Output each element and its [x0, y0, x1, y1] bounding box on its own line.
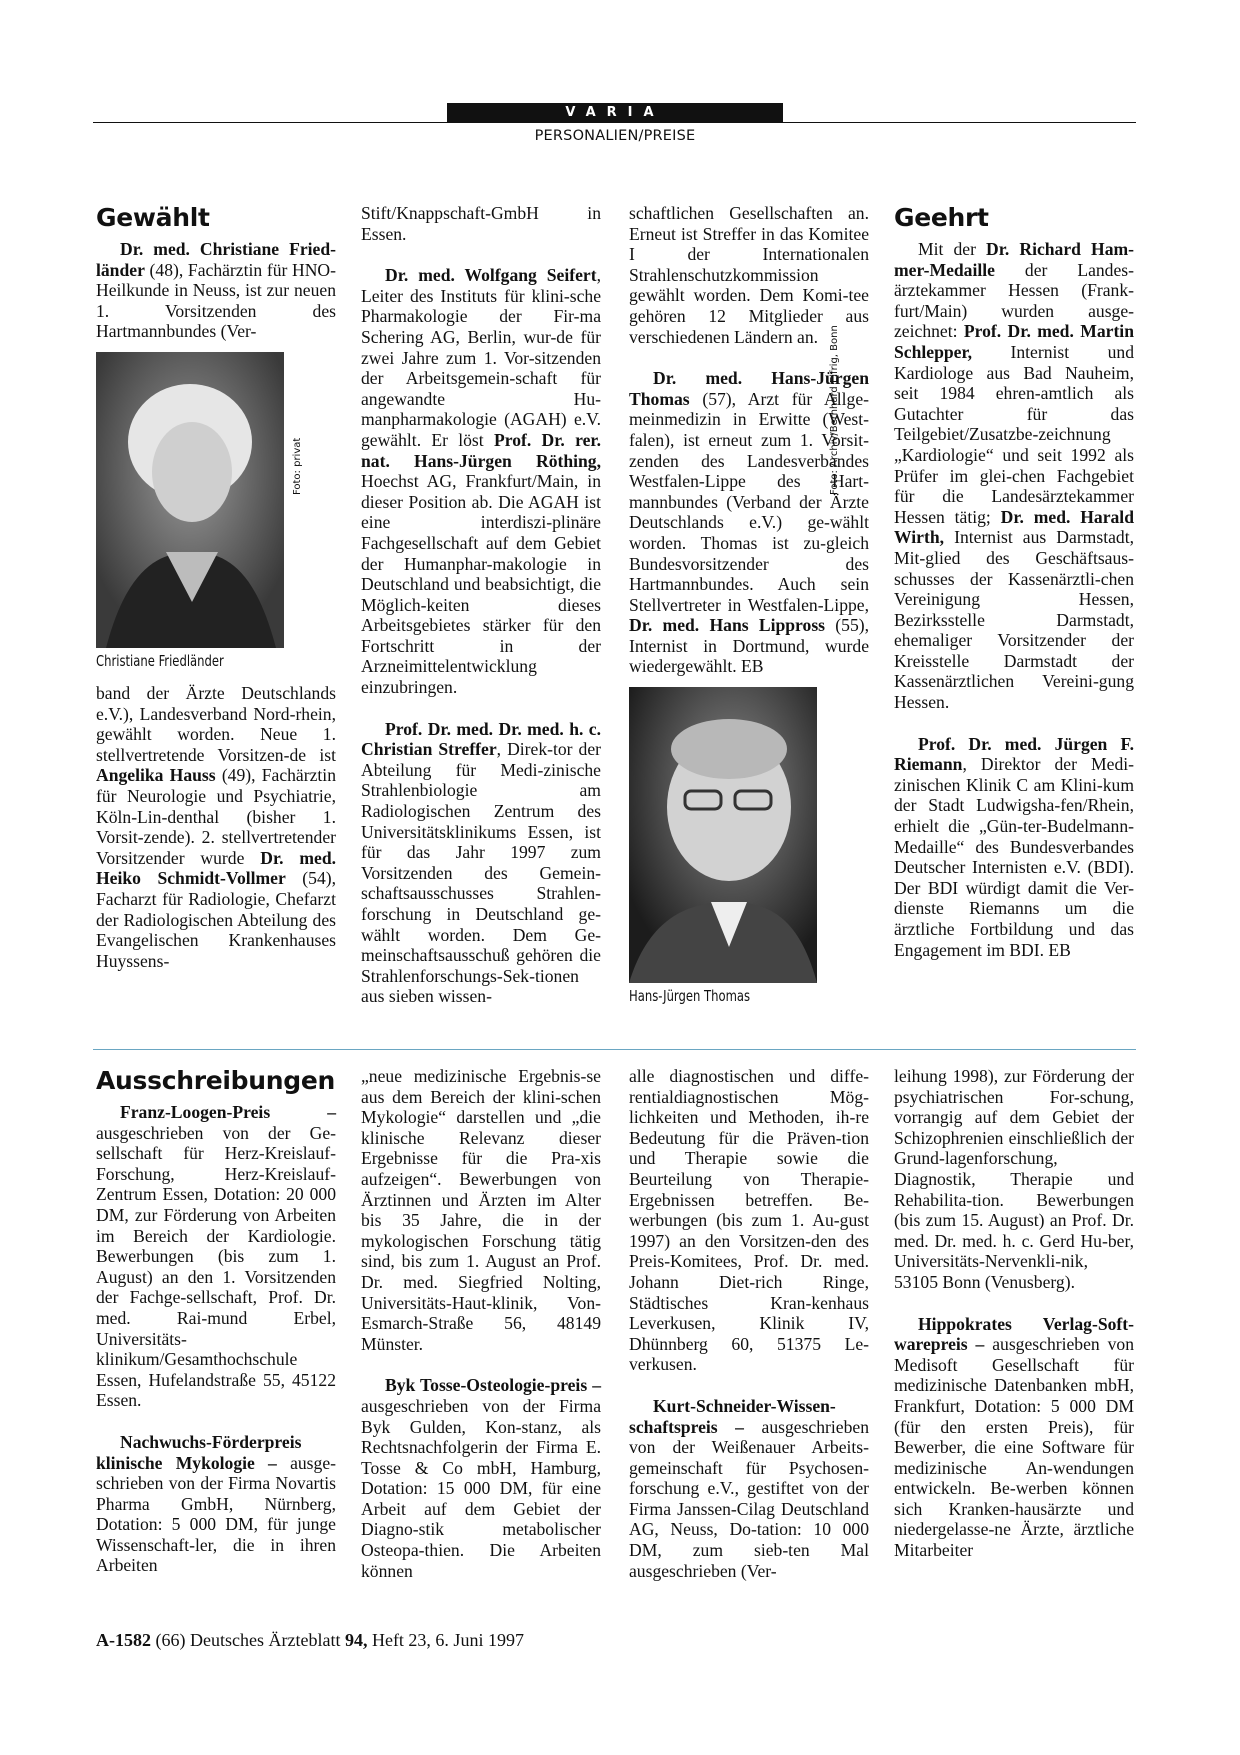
- bold-name: Prof. Dr. med. Jürgen F. Riemann: [894, 733, 1134, 775]
- page-footer: [96, 1630, 524, 1651]
- portrait-photo-friedlaender: [96, 352, 284, 648]
- paragraph: Byk Tosse-Osteologie-preis – ausgeschrieben von der Firma Byk Gulden, Kon-stanz, als Rechtsnachfolgerin der Firma E. Tosse & Co mbH, Hamburg, Dotation: 15 000 DM, für eine Arbeit auf dem Gebiet der Diagno-stik metabolischer Osteopa-thien. Die Arbeiten können: [361, 1375, 601, 1581]
- paragraph: Hippokrates Verlag-Soft-warepreis – ausgeschrieben von Medisoft Gesellschaft für medizinische Datenbanken mbH, Frankfurt, Dotation: 5 000 DM (für den ersten Preis), für Bewerber, die eine Software für medizinische An-wendungen entwickeln. Be-werben können sich Kranken-hausärzte und niedergelasse-ne Ärzte, ärztliche Mitarbeiter: [894, 1313, 1134, 1561]
- bold-name: Dr. Richard Ham-mer-Medaille: [894, 239, 1135, 280]
- section-title-geehrt: Geehrt: [894, 203, 989, 232]
- section-divider: [93, 1049, 1136, 1050]
- journal-volume: 94,: [344, 1630, 368, 1650]
- photo-caption: Christiane Friedländer: [96, 651, 224, 670]
- bold-name: Dr. med. Hans-Jürgen Thomas: [629, 368, 869, 409]
- top-column-4: [894, 203, 1134, 960]
- page-code: A-1582: [96, 1630, 151, 1650]
- paragraph: schaftlichen Gesellschaften an. Erneut ist Streffer in das Komitee I der Internationalen Strahlenschutzkommission gewählt worden. Dem Komi-tee gehören 12 Mitglieder aus verschiedenen Ländern an.: [629, 203, 869, 347]
- portrait-image: [629, 687, 817, 983]
- bottom-column-3: [629, 1066, 869, 1581]
- bold-name: Prof. Dr. med. Dr. med. h. c. Christian Streffer: [361, 718, 601, 760]
- paragraph: Nachwuchs-Förderpreis klinische Mykologie – ausge-schrieben von der Firma Novartis Pharma GmbH, Nürnberg, Dotation: 5 000 DM, für junge Wissenschaft-ler, die in ihren Arbeiten: [96, 1431, 336, 1576]
- journal-name: Deutsches Ärzteblatt: [190, 1630, 341, 1650]
- paragraph: Dr. med. Hans-Jürgen Thomas (57), Arzt für Allge-meinmedizin in Erwitte (West-falen), ist erneut zum 1. Vorsit-zenden des Landesverbandes Westfalen-Lippe des Hart-mannbundes (Verband der Ärzte Deutschlands e.V.) ge-wählt worden. Thomas ist zu-gleich Bundesvorsitzender des Hartmannbundes. Auch sein Stellvertreter in Westfalen-Lippe, Dr. med. Hans Lippross (55), Internist in Dortmund, wurde wiedergewählt. EB: [629, 368, 870, 677]
- bold-name: Dr. med. Wolfgang Seifert: [385, 265, 597, 286]
- paragraph: Dr. med. Wolfgang Seifert, Leiter des Instituts für klini-sche Pharmakologie der Fir-ma Schering AG, Berlin, wur-de für zwei Jahre zum 1. Vor-sitzenden der Arbeitsgemein-schaft für angewandte Hu-manpharmakologie (AGAH) e.V. gewählt. Er löst Prof. Dr. rer. nat. Hans-Jürgen Röthing, Hoechst AG, Frankfurt/Main, in dieser Position ab. Die AGAH ist eine interdiszi-plinäre Fachgesellschaft auf dem Gebiet der Humanphar-makologie in Deutschland und beabsichtigt, die Möglich-keiten dieses Arbeitsgebietes stärker für den Fortschritt in der Arzneimittelentwicklung einzubringen.: [361, 265, 601, 698]
- top-column-1: [96, 203, 336, 971]
- bold-name: Nachwuchs-Förderpreis klinische Mykologie –: [96, 1431, 302, 1473]
- section-title-gewaehlt: Gewählt: [96, 203, 210, 232]
- page-number: (66): [155, 1630, 186, 1650]
- bold-name: Dr. med. Christiane Fried-länder: [96, 239, 336, 280]
- paragraph: Prof. Dr. med. Dr. med. h. c. Christian Streffer, Direk-tor der Abteilung für Medi-zinische Strahlenbiologie am Radiologischen Zentrum des Universitätsklinikums Essen, ist für das Jahr 1997 zum Vorsitzenden des Gemein-schaftsausschusses Strahlen-forschung in Deutschland ge-wählt worden. Dem Ge-meinschaftsausschuß gehören die Strahlenforschungs-Sek-tionen aus sieben wissen-: [361, 718, 601, 1007]
- bottom-column-4: [894, 1066, 1134, 1561]
- paragraph: leihung 1998), zur Förderung der psychiatrischen For-schung, vorrangig auf dem Gebiet der Schizophrenien einschließlich der Grund-lagenforschung, Diagnostik, Therapie und Rehabilita-tion. Bewerbungen (bis zum 15. August) an Prof. Dr. med. Dr. med. h. c. Gerd Hu-ber, Universitäts-Nervenkli-nik, 53105 Bonn (Venusberg).: [894, 1066, 1134, 1292]
- paragraph: alle diagnostischen und diffe-rentialdiagnostischen Mög-lichkeiten und Methoden, ih-re Bedeutung für die Präven-tion und Therapie sowie die Beurteilung von Therapie-Ergebnissen betreffen. Be-werbungen (bis zum 1. Au-gust 1997) an den Vorsitzen-den des Preis-Komitees, Prof. Dr. med. Johann Diet-rich Ringe, Städtisches Kran-kenhaus Leverkusen, Klinik IV, Dhünnberg 60, 51375 Le-verkusen.: [629, 1066, 869, 1375]
- photo-caption: Hans-Jürgen Thomas: [629, 987, 751, 1006]
- section-banner: VARIA: [447, 103, 783, 122]
- photo-credit: Foto: privat: [292, 437, 303, 495]
- bold-name: Dr. med. Hans Lippross: [629, 615, 826, 636]
- subsection-label: PERSONALIEN/PREISE: [534, 128, 696, 144]
- header-rule: [93, 122, 1136, 123]
- paragraph: Stift/Knappschaft-GmbH in Essen.: [361, 203, 601, 244]
- paragraph: Franz-Loogen-Preis – ausgeschrieben von der Ge-sellschaft für Herz-Kreislauf-Forschung, Herz-Kreislauf-Zentrum Essen, Dotation: 20 000 DM, zur Förderung von Arbeiten im Bereich der Kardiologie. Bewerbungen (bis zum 1. August) an den 1. Vorsitzenden der Fachge-sellschaft, Prof. Dr. med. Rai-mund Erbel, Universitäts-klinikum/Gesamthochschule Essen, Hufelandstraße 55, 45122 Essen.: [96, 1102, 336, 1411]
- photo-credit: Foto: Archiv/Bernhard Eifrig, Bonn: [829, 325, 840, 495]
- photo-block: [96, 352, 301, 671]
- paragraph: „neue medizinische Ergebnis-se aus dem Bereich der klini-schen Mykologie“ darstellen und „die klinische Relevanz dieser Ergebnisse für die Pra-xis aufzeigen“. Bewerbungen von Ärztinnen und Ärzten im Alter bis 35 Jahre, die in der mykologischen Forschung tätig sind, bis zum 1. August an Prof. Dr. med. Siegfried Nolting, Universitäts-Haut-klinik, Von-Esmarch-Straße 56, 48149 Münster.: [361, 1066, 601, 1354]
- paragraph: Dr. med. Christiane Fried-länder (48), Fachärztin für HNO-Heilkunde in Neuss, ist zur neuen 1. Vorsitzenden des Hartmannbundes (Ver-: [96, 239, 336, 342]
- bold-name: Dr. med. Harald Wirth,: [894, 506, 1134, 548]
- bold-name: Prof. Dr. rer. nat. Hans-Jürgen Röthing,: [361, 429, 601, 471]
- top-column-2: [361, 203, 601, 1007]
- bold-name: Franz-Loogen-Preis –: [120, 1102, 336, 1122]
- bottom-column-1: [96, 1066, 336, 1576]
- portrait-photo-thomas: [629, 687, 817, 983]
- portrait-image: [96, 352, 284, 648]
- bold-name: Hippokrates Verlag-Soft-warepreis –: [894, 1313, 1134, 1355]
- top-column-3: [629, 203, 869, 1006]
- bold-name: Byk Tosse-Osteologie-preis –: [385, 1375, 601, 1396]
- bold-name: Prof. Dr. med. Martin Schlepper,: [894, 321, 1134, 362]
- bold-name: Angelika Hauss: [96, 765, 216, 786]
- bottom-column-2: [361, 1066, 601, 1581]
- journal-issue: Heft 23, 6. Juni 1997: [371, 1630, 524, 1650]
- paragraph: Mit der Dr. Richard Ham-mer-Medaille der Landes-ärztekammer Hessen (Frank-furt/Main) wurden ausge-zeichnet: Prof. Dr. med. Martin Schlepper, Internist und Kardiologe aus Bad Nauheim, seit 1984 ehren-amtlich als Gutachter für das Teilgebiet/Zusatzbe-zeichnung „Kardiologie“ und seit 1992 als Prüfer im glei-chen Fachgebiet für die Landesärztekammer Hessen tätig; Dr. med. Harald Wirth, Internist aus Darmstadt, Mit-glied des Geschäftsaus-schusses der Kassenärztli-chen Vereinigung Hessen, Bezirksstelle Darmstadt, ehemaliger Vorsitzender der Kreisstelle Darmstadt der Kassenärztlichen Vereini-gung Hessen.: [894, 239, 1135, 713]
- bold-name: Kurt-Schneider-Wissen-schaftspreis –: [629, 1395, 836, 1437]
- section-title-ausschreibungen: Ausschreibungen: [96, 1066, 336, 1095]
- paragraph: band der Ärzte Deutschlands e.V.), Landesverband Nord-rhein, gewählt worden. Neue 1. stellvertretende Vorsitzen-de ist Angelika Hauss (49), Fachärztin für Neurologie und Psychiatrie, Köln-Lin-denthal (bisher 1. Vorsit-zende). 2. stellvertretender Vorsitzender wurde Dr. med. Heiko Schmidt-Vollmer (54), Facharzt für Radiologie, Chefarzt der Radiologischen Abteilung des Evangelischen Krankenhauses Huyssens-: [96, 682, 337, 971]
- paragraph: Prof. Dr. med. Jürgen F. Riemann, Direktor der Medi-zinischen Klinik C am Klini-kum der Stadt Ludwigsha-fen/Rhein, erhielt die „Gün-ter-Budelmann-Medaille“ des Bundesverbandes Deutscher Internisten e.V. (BDI). Der BDI würdigt damit die Ver-dienste Riemanns um die ärztliche Fortbildung und das Engagement im BDI. EB: [894, 733, 1134, 960]
- bold-name: Dr. med. Heiko Schmidt-Vollmer: [96, 847, 337, 889]
- paragraph: Kurt-Schneider-Wissen-schaftspreis – ausgeschrieben von der Weißenauer Arbeits-gemeinschaft für Psychosen-forschung e.V., gestiftet von der Firma Janssen-Cilag Deutschland AG, Neuss, Do-tation: 10 000 DM, zum sieb-ten Mal ausgeschrieben (Ver-: [629, 1395, 869, 1581]
